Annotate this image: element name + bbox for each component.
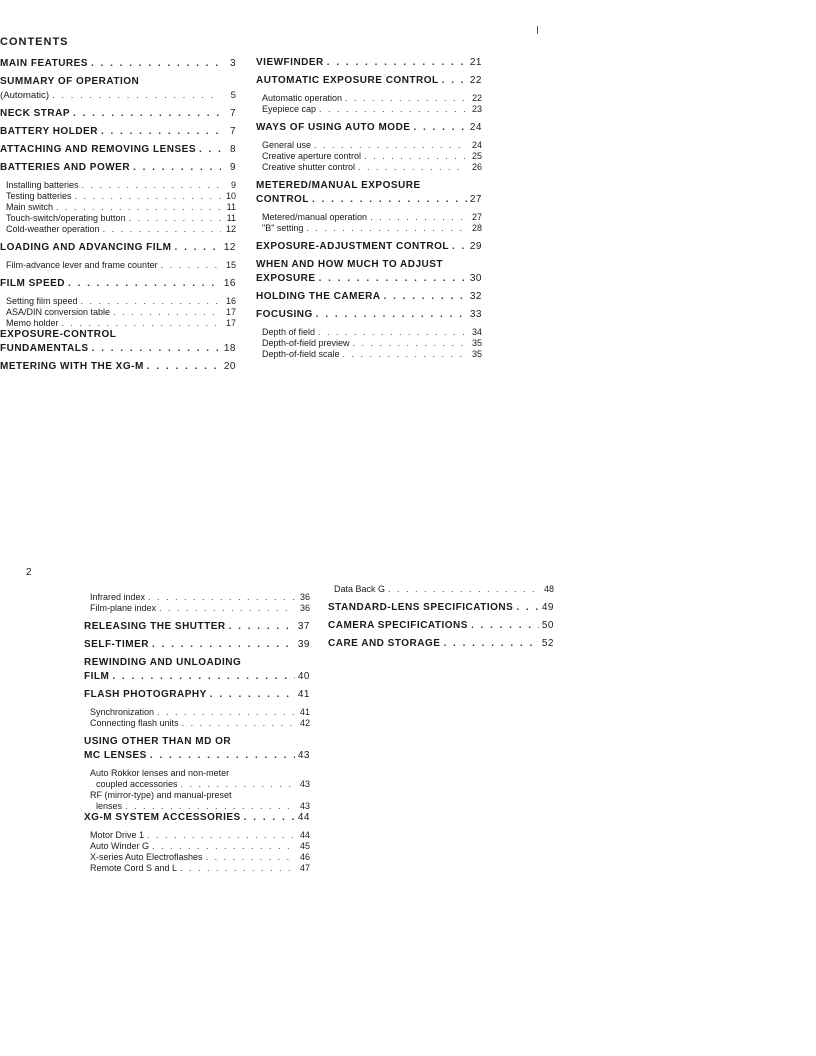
toc-entry <box>84 592 310 603</box>
toc-entry-page: 9 <box>229 162 236 173</box>
dot-leader <box>147 361 221 372</box>
toc-entry-page: 21 <box>469 57 482 68</box>
dot-leader <box>206 852 295 863</box>
contents-title: CONTENTS <box>0 36 69 48</box>
toc-entry-label: Touch-switch/operating button <box>6 213 126 223</box>
dot-leader <box>148 592 295 603</box>
dot-leader <box>345 93 467 104</box>
toc-entry <box>84 779 310 790</box>
toc-entry-label: Depth-of-field preview <box>262 338 350 348</box>
toc-entry-page: 44 <box>299 830 310 840</box>
toc-entry <box>84 841 310 852</box>
dot-leader <box>129 213 221 224</box>
toc-entry-label: coupled accessories <box>96 779 178 789</box>
dot-leader <box>370 212 467 223</box>
toc-entry-label: Metered/manual operation <box>262 212 368 222</box>
toc-entry <box>256 338 482 349</box>
toc-entry <box>84 689 310 700</box>
toc-entry <box>84 707 310 718</box>
dot-leader <box>364 151 467 162</box>
toc-entry-label: X-series Auto Electroflashes <box>90 852 203 862</box>
toc-entry-page: 41 <box>299 707 310 717</box>
toc-entry-page: 8 <box>229 144 236 155</box>
dot-leader <box>516 602 539 613</box>
toc-entry-label: Motor Drive 1 <box>90 830 145 840</box>
toc-column-4 <box>328 584 554 656</box>
toc-entry-label: HOLDING THE CAMERA <box>256 291 381 302</box>
toc-entry-page: 11 <box>226 202 236 212</box>
toc-entry-page: 26 <box>471 162 482 172</box>
toc-entry-page: 22 <box>471 93 482 103</box>
toc-entry-page: 23 <box>471 104 482 114</box>
toc-entry-label: STANDARD-LENS SPECIFICATIONS <box>328 602 514 613</box>
toc-entry-label: Film-advance lever and frame counter <box>6 260 158 270</box>
dot-leader <box>92 343 221 354</box>
toc-entry <box>0 260 236 271</box>
toc-entry-label: FLASH PHOTOGRAPHY <box>84 689 207 700</box>
toc-column-2 <box>256 57 482 367</box>
toc-entry-label: Depth-of-field scale <box>262 349 340 359</box>
dot-leader <box>56 202 221 213</box>
toc-entry <box>84 790 310 801</box>
toc-entry-page: 29 <box>469 241 482 252</box>
toc-entry-label: EXPOSURE-CONTROL <box>0 329 117 340</box>
toc-entry <box>0 191 236 202</box>
toc-entry-label: CAMERA SPECIFICATIONS <box>328 620 468 631</box>
toc-entry <box>256 273 482 284</box>
dot-leader <box>175 242 221 253</box>
toc-entry <box>256 212 482 223</box>
toc-entry <box>84 852 310 863</box>
toc-column-1 <box>0 58 236 379</box>
toc-entry-page: 24 <box>471 140 482 150</box>
toc-entry-page: 46 <box>299 852 310 862</box>
corner-mark <box>537 26 538 34</box>
toc-entry-page: 3 <box>229 58 236 69</box>
toc-entry-page: 12 <box>223 242 236 253</box>
toc-entry <box>84 750 310 761</box>
toc-entry-page: 39 <box>297 639 310 650</box>
toc-entry <box>84 736 310 747</box>
toc-entry <box>328 584 554 595</box>
dot-leader <box>443 638 538 649</box>
toc-entry-page: 24 <box>469 122 482 133</box>
dot-leader <box>452 241 467 252</box>
toc-entry-page: 43 <box>297 750 310 761</box>
toc-entry <box>0 361 236 372</box>
toc-entry-page: 33 <box>469 309 482 320</box>
dot-leader <box>442 75 467 86</box>
dot-leader <box>327 57 467 68</box>
toc-entry <box>256 93 482 104</box>
toc-entry-page: 16 <box>225 296 236 306</box>
toc-entry <box>84 768 310 779</box>
toc-entry-page: 52 <box>541 638 554 649</box>
toc-entry <box>256 291 482 302</box>
page-number: 2 <box>26 567 32 578</box>
dot-leader <box>112 671 295 682</box>
toc-entry-label: BATTERY HOLDER <box>0 126 98 137</box>
toc-entry-label: Installing batteries <box>6 180 79 190</box>
toc-entry-label: Creative shutter control <box>262 162 356 172</box>
toc-entry-page: 22 <box>469 75 482 86</box>
dot-leader <box>101 126 221 137</box>
dot-leader <box>152 841 295 852</box>
toc-entry-page: 43 <box>299 801 310 811</box>
toc-entry <box>256 223 482 234</box>
toc-entry-label: EXPOSURE-ADJUSTMENT CONTROL <box>256 241 449 252</box>
toc-entry-label: CARE AND STORAGE <box>328 638 441 649</box>
dot-leader <box>229 621 295 632</box>
toc-entry-page: 50 <box>541 620 554 631</box>
toc-entry <box>0 180 236 191</box>
toc-entry-page: 43 <box>299 779 310 789</box>
dot-leader <box>312 194 467 205</box>
toc-entry-label: VIEWFINDER <box>256 57 324 68</box>
toc-entry <box>0 213 236 224</box>
toc-entry-label: RELEASING THE SHUTTER <box>84 621 226 632</box>
toc-entry <box>84 671 310 682</box>
toc-entry <box>256 75 482 86</box>
dot-leader <box>471 620 539 631</box>
toc-entry-page: 30 <box>469 273 482 284</box>
toc-entry <box>328 638 554 649</box>
toc-entry-page: 42 <box>299 718 310 728</box>
toc-entry-label: MC LENSES <box>84 750 147 761</box>
toc-entry <box>0 108 236 119</box>
toc-entry <box>84 639 310 650</box>
toc-entry-label: Eyepiece cap <box>262 104 317 114</box>
toc-entry-label: SELF-TIMER <box>84 639 149 650</box>
toc-entry-label: USING OTHER THAN MD OR <box>84 736 232 747</box>
toc-entry-page: 9 <box>230 180 236 190</box>
toc-entry <box>256 180 482 191</box>
toc-entry-page: 40 <box>297 671 310 682</box>
toc-entry <box>84 603 310 614</box>
dot-leader <box>159 603 295 614</box>
toc-entry-page: 5 <box>230 90 236 101</box>
toc-entry-label: Synchronization <box>90 707 155 717</box>
toc-entry <box>0 278 236 289</box>
toc-entry <box>256 57 482 68</box>
dot-leader <box>150 750 295 761</box>
toc-entry-page: 49 <box>541 602 554 613</box>
dot-leader <box>152 639 295 650</box>
toc-entry-label: Infrared index <box>90 592 146 602</box>
toc-entry <box>256 309 482 320</box>
toc-entry-page: 27 <box>471 212 482 222</box>
dot-leader <box>161 260 221 271</box>
toc-entry-page: 45 <box>299 841 310 851</box>
dot-leader <box>306 223 467 234</box>
dot-leader <box>358 162 467 173</box>
toc-entry-page: 32 <box>469 291 482 302</box>
toc-entry-label: FOCUSING <box>256 309 313 320</box>
dot-leader <box>319 104 467 115</box>
toc-entry-label: MAIN FEATURES <box>0 58 88 69</box>
toc-entry-label: Connecting flash units <box>90 718 179 728</box>
dot-leader <box>82 180 221 191</box>
toc-entry-page: 28 <box>471 223 482 233</box>
toc-entry-label: Cold-weather operation <box>6 224 100 234</box>
toc-entry-label: XG-M SYSTEM ACCESSORIES <box>84 812 241 823</box>
toc-entry-label: ATTACHING AND REMOVING LENSES <box>0 144 196 155</box>
toc-entry-label: (Automatic) <box>0 90 50 101</box>
dot-leader <box>91 58 221 69</box>
toc-entry-label: Memo holder <box>6 318 59 328</box>
toc-entry-label: Auto Rokkor lenses and non-meter <box>90 768 230 778</box>
toc-entry-page: 16 <box>223 278 236 289</box>
toc-entry-label: Depth of field <box>262 327 316 337</box>
toc-entry <box>256 104 482 115</box>
toc-entry-label: BATTERIES AND POWER <box>0 162 131 173</box>
toc-entry-label: EXPOSURE <box>256 273 316 284</box>
toc-entry <box>0 307 236 318</box>
toc-entry-page: 12 <box>225 224 236 234</box>
toc-entry-page: 41 <box>297 689 310 700</box>
toc-entry-page: 25 <box>471 151 482 161</box>
dot-leader <box>73 108 221 119</box>
toc-entry <box>256 162 482 173</box>
toc-entry-page: 44 <box>297 812 310 823</box>
toc-entry-label: Main switch <box>6 202 54 212</box>
toc-entry-label: FILM SPEED <box>0 278 66 289</box>
toc-entry-label: Setting film speed <box>6 296 78 306</box>
dot-leader <box>68 278 221 289</box>
toc-entry-page: 11 <box>226 213 236 223</box>
dot-leader <box>103 224 221 235</box>
toc-entry <box>84 830 310 841</box>
toc-entry <box>84 812 310 823</box>
toc-entry-label: REWINDING AND UNLOADING <box>84 657 242 668</box>
toc-entry <box>0 144 236 155</box>
toc-entry-label: FUNDAMENTALS <box>0 343 89 354</box>
toc-entry-label: FILM <box>84 671 110 682</box>
toc-entry-label: METERING WITH THE XG-M <box>0 361 144 372</box>
toc-entry-label: METERED/MANUAL EXPOSURE <box>256 180 421 191</box>
toc-entry <box>256 349 482 360</box>
toc-entry-page: 17 <box>225 307 236 317</box>
toc-entry <box>256 151 482 162</box>
toc-entry-label: Creative aperture control <box>262 151 362 161</box>
toc-entry-label: Auto Winder G <box>90 841 150 851</box>
toc-entry-label: WAYS OF USING AUTO MODE <box>256 122 411 133</box>
toc-entry <box>328 620 554 631</box>
toc-entry <box>256 194 482 205</box>
toc-entry <box>84 657 310 668</box>
toc-entry-label: RF (mirror-type) and manual-preset <box>90 790 232 800</box>
toc-entry-label: General use <box>262 140 312 150</box>
dot-leader <box>343 349 467 360</box>
toc-entry-label: Automatic operation <box>262 93 343 103</box>
toc-entry-page: 15 <box>225 260 236 270</box>
toc-entry-page: 36 <box>299 592 310 602</box>
toc-entry <box>84 863 310 874</box>
toc-entry <box>256 259 482 270</box>
toc-entry <box>0 162 236 173</box>
toc-entry <box>0 224 236 235</box>
toc-entry <box>0 90 236 101</box>
toc-entry-label: NECK STRAP <box>0 108 71 119</box>
dot-leader <box>314 140 467 151</box>
toc-entry-page: 20 <box>223 361 236 372</box>
toc-entry <box>0 58 236 69</box>
dot-leader <box>81 296 221 307</box>
dot-leader <box>75 191 221 202</box>
toc-entry-label: WHEN AND HOW MUCH TO ADJUST <box>256 259 444 270</box>
toc-entry <box>0 242 236 253</box>
dot-leader <box>52 90 221 101</box>
toc-entry-label: SUMMARY OF OPERATION <box>0 76 140 87</box>
toc-entry-page: 34 <box>471 327 482 337</box>
toc-entry <box>256 122 482 133</box>
dot-leader <box>147 830 295 841</box>
toc-entry-label: AUTOMATIC EXPOSURE CONTROL <box>256 75 439 86</box>
toc-entry-page: 18 <box>223 343 236 354</box>
toc-entry <box>0 318 236 329</box>
toc-entry-label: Testing batteries <box>6 191 72 201</box>
dot-leader <box>388 584 539 595</box>
dot-leader <box>318 327 467 338</box>
dot-leader <box>199 144 221 155</box>
toc-entry-label: ASA/DIN conversion table <box>6 307 111 317</box>
toc-entry <box>0 296 236 307</box>
dot-leader <box>413 122 466 133</box>
toc-entry <box>84 718 310 729</box>
toc-entry-page: 27 <box>469 194 482 205</box>
toc-entry-page: 37 <box>297 621 310 632</box>
dot-leader <box>316 309 467 320</box>
toc-entry <box>0 76 236 87</box>
dot-leader <box>62 318 221 329</box>
toc-entry-page: 35 <box>471 349 482 359</box>
toc-entry-page: 47 <box>299 863 310 873</box>
toc-entry <box>328 602 554 613</box>
dot-leader <box>353 338 467 349</box>
toc-column-3 <box>84 592 310 874</box>
toc-entry-page: 10 <box>225 191 236 201</box>
toc-entry-label: CONTROL <box>256 194 309 205</box>
toc-entry-page: 7 <box>229 126 236 137</box>
toc-entry-label: LOADING AND ADVANCING FILM <box>0 242 172 253</box>
dot-leader <box>319 273 467 284</box>
toc-entry <box>0 343 236 354</box>
toc-entry <box>256 140 482 151</box>
toc-entry-page: 17 <box>225 318 236 328</box>
toc-entry <box>256 327 482 338</box>
toc-entry <box>84 621 310 632</box>
dot-leader <box>384 291 467 302</box>
dot-leader <box>180 863 295 874</box>
toc-entry <box>84 801 310 812</box>
dot-leader <box>181 779 295 790</box>
toc-entry <box>0 126 236 137</box>
dot-leader <box>125 801 295 812</box>
dot-leader <box>113 307 221 318</box>
toc-entry <box>0 329 236 340</box>
dot-leader <box>244 812 295 823</box>
toc-entry-page: 35 <box>471 338 482 348</box>
dot-leader <box>182 718 295 729</box>
toc-entry-label: "B" setting <box>262 223 304 233</box>
toc-entry <box>256 241 482 252</box>
dot-leader <box>133 162 221 173</box>
toc-entry-page: 48 <box>543 584 554 594</box>
toc-entry-page: 36 <box>299 603 310 613</box>
toc-entry-page: 7 <box>229 108 236 119</box>
toc-entry-label: lenses <box>96 801 123 811</box>
dot-leader <box>157 707 295 718</box>
toc-entry-label: Remote Cord S and L <box>90 863 178 873</box>
toc-entry-label: Data Back G <box>334 584 386 594</box>
dot-leader <box>210 689 295 700</box>
toc-entry <box>0 202 236 213</box>
toc-entry-label: Film-plane index <box>90 603 157 613</box>
